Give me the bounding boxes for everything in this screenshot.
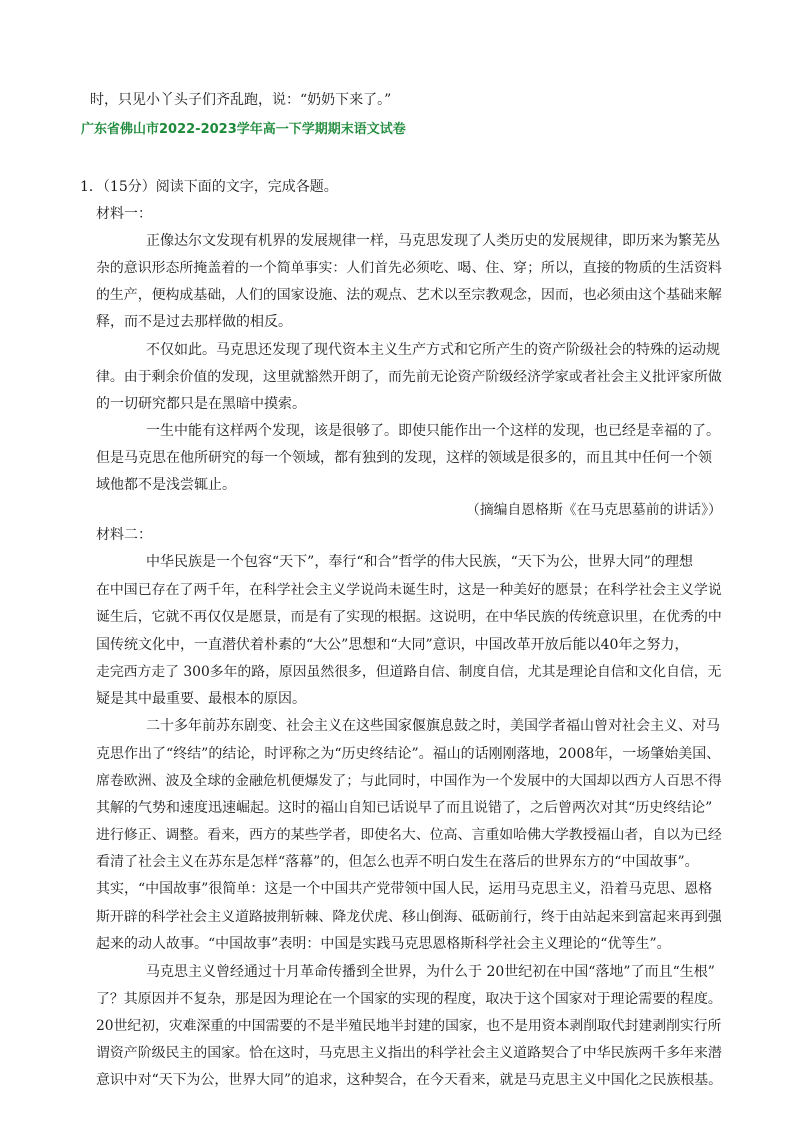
m2-line: 马克思主义曾经通过十月革命传播到全世界，为什么于 20世纪初在中国“落地”了而且“生根”	[146, 964, 715, 980]
m2-line: 国传统文化中，一直潜伏着朴素的“大公”思想和“大同”意识，中国改革开放后能以40年之努力，	[96, 637, 689, 653]
m2-line: 了？其原因并不复杂，那是因为理论在一个国家的实现的程度，取决于这个国家对于理论需要的程度。	[96, 991, 722, 1007]
m2-line: 看清了社会主义在苏东是怎样“落幕”的，但怎么也弄不明白发生在落后的世界东方的“中国故事”。	[96, 854, 699, 870]
m1-line: 但是马克思在他所研究的每一个领域，都有独到的发现，这样的领域是很多的，而且其中任何一个领	[96, 450, 712, 466]
m2-line: 谓资产阶级民主的国家。恰在这时，马克思主义指出的科学社会主义道路契合了中华民族两千多年来潜	[96, 1045, 722, 1061]
question-header: 1．（15分）阅读下面的文字，完成各题。	[80, 179, 338, 195]
m1-line: 一生中能有这样两个发现，该是很够了。即使只能作出一个这样的发现，也已经是幸福的了。	[146, 423, 720, 439]
m2-line: 疑是其中最重要、最根本的原因。	[96, 691, 306, 707]
m2-line: 其实，“中国故事”很简单：这是一个中国共产党带领中国人民，运用马克思主义，沿着马克思、恩格	[96, 881, 713, 897]
m2-line: 二十多年前苏东剧变、社会主义在这些国家偃旗息鼓之时，美国学者福山曾对社会主义、对马	[146, 718, 720, 734]
material-one-label: 材料一：	[96, 206, 152, 222]
material-two-label: 材料二：	[96, 527, 152, 543]
m2-line: 中华民族是一个包容“天下”，奉行“和合”哲学的伟大民族，“天下为公，世界大同”的理想	[146, 554, 693, 570]
m2-line: 其解的气势和速度迅速崛起。这时的福山自知已话说早了而且说错了，之后曾两次对其“历史终结论”	[96, 800, 713, 816]
m2-line: 20世纪初，灾难深重的中国需要的不是半殖民地半封建的国家，也不是用资本剥削取代封建剥削实行所	[96, 1018, 722, 1034]
m2-line: 在中国已存在了两千年，在科学社会主义学说尚未诞生时，这是一种美好的愿景；在科学社会主义学说	[96, 582, 722, 598]
m2-line: 席卷欧洲、波及全球的金融危机便爆发了；与此同时，中国作为一个发展中的大国却以西方人百思不得	[96, 773, 722, 789]
material-one-source: （摘编自恩格斯《在马克思墓前的讲话》）	[466, 502, 722, 518]
m2-line: 斯开辟的科学社会主义道路披荆斩棘、降龙伏虎、移山倒海、砥砺前行，终于由站起来到富起来再到强	[96, 909, 722, 925]
exam-title: 广东省佛山市2022-2023学年高一下学期期末语文试卷	[81, 122, 406, 137]
m1-line: 律。由于剩余价值的发现，这里就豁然开朗了，而先前无论资产阶级经济学家或者社会主义批评家所做	[96, 369, 722, 385]
previous-question-tail: 时，只见小丫头子们齐乱跑，说：“奶奶下来了。”	[90, 92, 392, 108]
m2-line: 进行修正、调整。看来，西方的某些学者，即使名大、位高、言重如哈佛大学教授福山者，自以为已经	[96, 827, 722, 843]
m1-line: 杂的意识形态所掩盖着的一个简单事实：人们首先必须吃、喝、住、穿；所以，直接的物质的生活资料	[96, 260, 722, 276]
m1-line: 释，而不是过去那样做的相反。	[96, 314, 292, 330]
m1-line: 域他都不是浅尝辄止。	[96, 477, 236, 493]
m2-line: 意识中对“天下为公，世界大同”的追求，这种契合，在今天看来，就是马克思主义中国化之民族根基。	[96, 1072, 723, 1088]
m1-line: 的一切研究都只是在黑暗中摸索。	[96, 396, 306, 412]
m1-line: 不仅如此。马克思还发现了现代资本主义生产方式和它所产生的资产阶级社会的特殊的运动规	[146, 342, 720, 358]
m2-line: 起来的动人故事。“中国故事”表明：中国是实践马克思恩格斯科学社会主义理论的“优等生”。	[96, 936, 671, 952]
m1-line: 的生产，便构成基础，人们的国家设施、法的观点、艺术以至宗教观念，因而，也必须由这个基础来解	[96, 287, 722, 303]
m2-line: 克思作出了“终结”的结论，时评称之为“历史终结论”。福山的话刚刚落地，2008年，一场肇始美国、	[96, 746, 721, 762]
m2-line: 走完西方走了 300多年的路，原因虽然很多，但道路自信、制度自信，尤其是理论自信和文化自信，无	[96, 664, 722, 680]
m1-line: 正像达尔文发现有机界的发展规律一样，马克思发现了人类历史的发展规律，即历来为繁芜丛	[146, 233, 720, 249]
m2-line: 诞生后，它就不再仅仅是愿景，而是有了实现的根据。这说明，在中华民族的传统意识里，在优秀的中	[96, 609, 722, 625]
